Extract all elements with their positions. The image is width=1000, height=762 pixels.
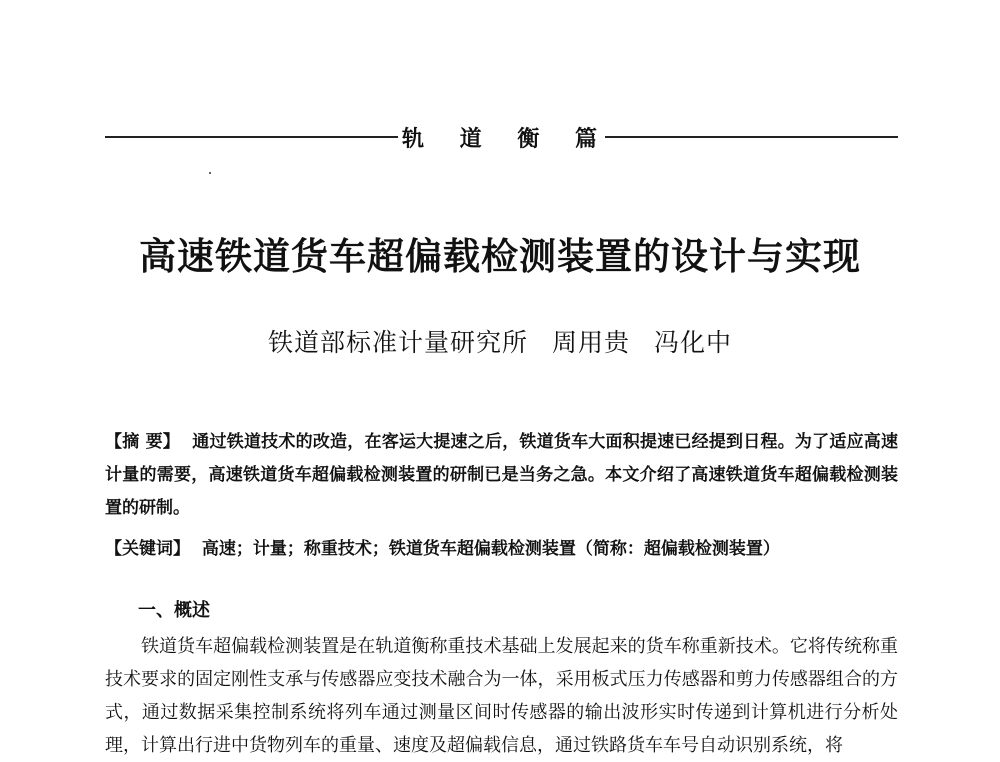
keywords [105,533,898,566]
abstract-text: 通过铁道技术的改造，在客运大提速之后，铁道货车大面积提速已经提到日程。为了适应高速计量的需要，高速铁道货车超偏载检测装置的研制已是当务之急。本文介绍了高速铁道货车超偏载检测装置的研制。 [105,432,899,518]
affiliation: 铁道部标准计量研究所 [267,328,528,357]
section-heading: 一、概述 [138,600,210,621]
header-rule-left [105,136,398,138]
section-label: 轨 道 衡 篇 [402,125,611,152]
author-name: 周用贵 [551,328,630,357]
author-line [0,323,1000,359]
section-header [105,122,898,152]
paragraph-text: 铁道货车超偏载检测装置是在轨道衡称重技术基础上发展起来的货车称重新技术。它将传统称重技术要求的固定刚性支承与传感器应变技术融合为一体，采用板式压力传感器和剪力传感器组合的方式，通过数据采集控制系统将列车通过测量区间时传感器的输出波形实时传递到计算机进行分析处理，计算出行进中货物列车的重量、速度及超偏载信息，通过铁路货车车号自动识别系统，将 [105,636,898,756]
body-paragraph [105,630,898,762]
abstract [105,426,898,525]
author-name: 冯化中 [654,328,733,357]
header-rule-right [605,136,898,138]
scan-speck [209,172,211,174]
paper-title: 高速铁道货车超偏载检测装置的设计与实现 [139,234,861,278]
keywords-label: 【关键词】 [105,539,190,559]
abstract-label: 【摘 要】 [105,432,181,452]
keywords-text: 高速；计量；称重技术；铁道货车超偏载检测装置（简称：超偏载检测装置） [201,539,780,559]
